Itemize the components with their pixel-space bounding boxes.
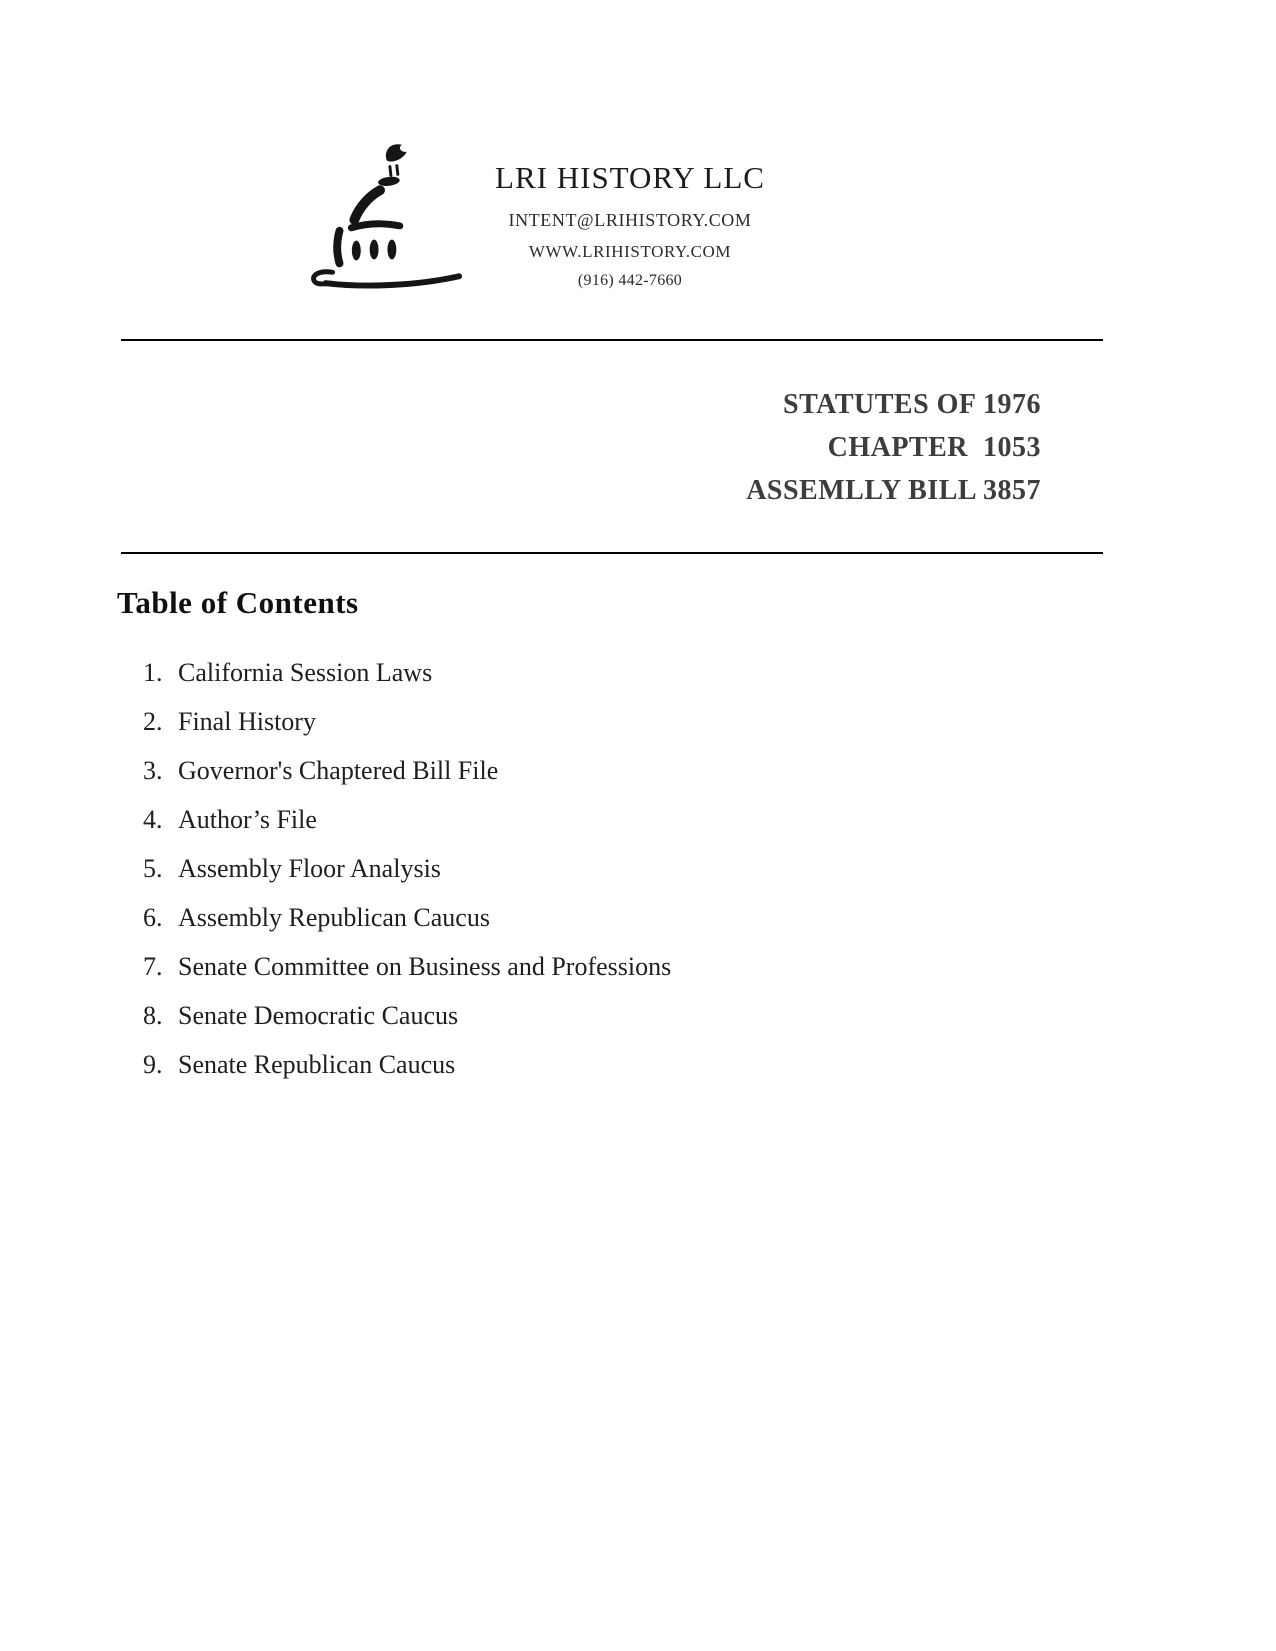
toc-item-assembly-floor-analysis: Assembly Floor Analysis — [178, 854, 441, 883]
toc-item-senate-democratic-caucus: Senate Democratic Caucus — [178, 1001, 459, 1030]
bill-line: ASSEMLLY BILL 3857 — [746, 475, 1041, 506]
toc-item-california-session-laws: California Session Laws — [178, 658, 433, 687]
toc-item-authors-file: Author’s File — [178, 805, 317, 834]
letterhead — [455, 160, 805, 290]
toc-item-senate-committee-business-professions: Senate Committee on Business and Professions — [178, 952, 672, 981]
toc-list — [117, 659, 1057, 1079]
divider-top — [121, 339, 1103, 341]
divider-bottom — [121, 552, 1103, 554]
toc-item-final-history: Final History — [178, 707, 316, 736]
website-text: WWW.LRIHISTORY.COM — [528, 242, 732, 261]
toc-heading: Table of Contents — [117, 585, 359, 620]
toc-item-assembly-republican-caucus: Assembly Republican Caucus — [178, 903, 490, 932]
company-name: LRI HISTORY LLC — [495, 160, 765, 195]
toc-item-governors-chaptered-bill-file: Governor's Chaptered Bill File — [178, 756, 499, 785]
document-title-block — [746, 383, 1041, 512]
table-of-contents — [117, 585, 1057, 1100]
statutes-line: STATUTES OF 1976 — [783, 389, 1041, 420]
chapter-line: CHAPTER 1053 — [827, 432, 1041, 463]
capitol-dome-sketch-icon — [293, 128, 471, 296]
phone-text: (916) 442-7660 — [577, 272, 683, 289]
email-text: INTENT@LRIHISTORY.COM — [508, 210, 752, 230]
toc-item-senate-republican-caucus: Senate Republican Caucus — [178, 1050, 456, 1079]
